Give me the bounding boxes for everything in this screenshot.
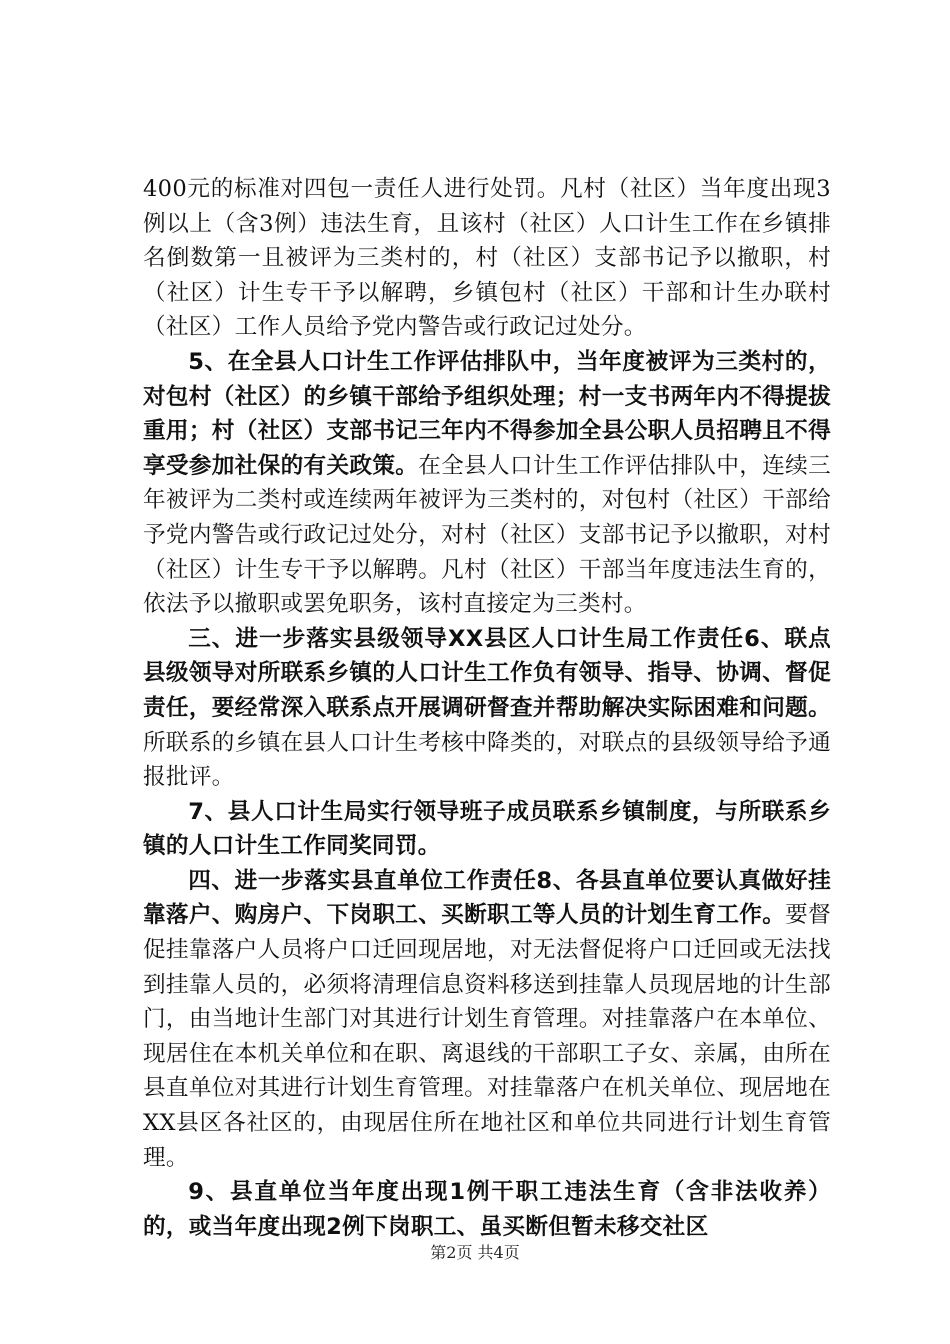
paragraph-3-text: 所联系的乡镇在县人口计生考核中降类的，对联点的县级领导给予通报批评。 bbox=[143, 729, 831, 791]
paragraph-2-text: 在全县人口计生工作评估排队中，连续三年被评为二类村或连续两年被评为三类村的，对包村（社区）干部给予党内警告或行政记过处分，对村（社区）支部书记予以撤职，对村（社区）计生专干予以解聘。凡村（社区）干部当年度违法生育的，依法予以撤职或罢免职务，该村直接定为三类村。 bbox=[143, 452, 831, 618]
paragraph-5 bbox=[143, 864, 831, 1175]
paragraph-2 bbox=[143, 345, 831, 622]
paragraph-4 bbox=[143, 795, 831, 864]
paragraph-6-bold: 9、县直单位当年度出现1例干职工违法生育（含非法收养）的，或当年度出现2例下岗职工、虽买断但暂未移交社区 bbox=[143, 1179, 831, 1240]
paragraph-1 bbox=[143, 172, 831, 345]
paragraph-1-text: 400元的标准对四包一责任人进行处罚。凡村（社区）当年度出现3例以上（含3例）违法生育，且该村（社区）人口计生工作在乡镇排名倒数第一且被评为三类村的，村（社区）支部书记予以撤职，村（社区）计生专干予以解聘，乡镇包村（社区）干部和计生办联村（社区）工作人员给予党内警告或行政记过处分。 bbox=[143, 176, 831, 341]
paragraph-2-bold: 5、在全县人口计生工作评估排队中，当年度被评为三类村的，对包村（社区）的乡镇干部给予组织处理；村一支书两年内不得提拔重用；村（社区）支部书记三年内不得参加全县公职人员招聘且不得享受参加社保的有关政策。 bbox=[143, 348, 831, 479]
paragraph-5-text: 要督促挂靠落户人员将户口迁回现居地，对无法督促将户口迁回或无法找到挂靠人员的，必须将清理信息资料移送到挂靠人员现居地的计生部门，由当地计生部门对其进行计划生育管理。对挂靠落户在本单位、现居住在本机关单位和在职、离退线的干部职工子女、亲属，由所在县直单位对其进行计划生育管理。对挂靠落户在机关单位、现居地在XX县区各社区的，由现居住所在地社区和单位共同进行计划生育管理。 bbox=[143, 902, 831, 1171]
document-body bbox=[143, 172, 831, 1244]
paragraph-3 bbox=[143, 622, 831, 795]
paragraph-4-bold: 7、县人口计生局实行领导班子成员联系乡镇制度，与所联系乡镇的人口计生工作同奖同罚。 bbox=[143, 798, 831, 860]
page-footer: 第2页 共4页 bbox=[430, 1243, 520, 1262]
paragraph-3-bold: 三、进一步落实县级领导XX县区人口计生局工作责任6、联点县级领导对所联系乡镇的人口计生工作负有领导、指导、协调、督促责任，要经常深入联系点开展调研督查并帮助解决实际困难和问题。 bbox=[143, 625, 831, 721]
paragraph-6 bbox=[143, 1175, 831, 1244]
paragraph-5-bold: 四、进一步落实县直单位工作责任8、各县直单位要认真做好挂靠落户、购房户、下岗职工、买断职工等人员的计划生育工作。 bbox=[143, 867, 831, 929]
